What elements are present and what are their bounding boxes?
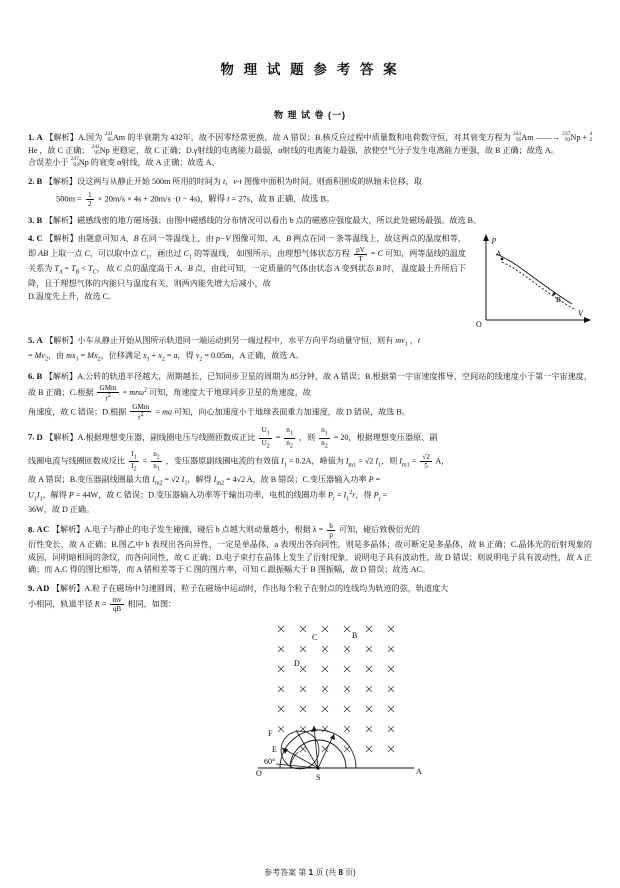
item-answer: B <box>36 175 43 186</box>
answer-item-7 <box>28 426 592 516</box>
footer-total-unit: 页) <box>345 868 356 877</box>
item-answer: A <box>36 335 44 346</box>
item5-formula: = $Mv_2$，由 $mx_1 = Mx_2$，位移满足 $x_1 + x_2 = a$，得 $v_2 = 0.05m$，A 正确，故选 A。 <box>28 351 304 363</box>
item7-l4: $U_1I_1$，解得 P = 44W，故 C 错误；D.变压器输入功率等于输出功率，电机的线圈功率 $P_r = I_1^2r$，得 $P_r$ = <box>28 489 388 502</box>
answer-item-8 <box>28 522 592 577</box>
item7-l2: 线圈电流与线圈匝数成反比 $\frac{I_1}{I_2}$ = $\frac{n_2}{n_1}$ ，变压器原副线圈电流的有效值 $I_1 = 0.2A$，峰值为 $I_{m1} = √2$ $I_1$，则 $I_{m1}$ = $\frac{√2}{5}$ A， <box>28 450 450 473</box>
footer-total-open: (共 <box>325 868 337 877</box>
item-number: 1. <box>28 132 35 142</box>
svg-text:D: D <box>294 659 300 669</box>
item-answer: A <box>36 132 44 142</box>
svg-text:S: S <box>316 773 321 783</box>
svg-text:60°: 60° <box>264 757 276 767</box>
svg-text:V: V <box>578 309 583 319</box>
item-answer: B <box>36 371 43 382</box>
answer-item-4 <box>28 232 592 329</box>
paper-label: 物 理 试 卷 (一) <box>274 110 346 120</box>
item-answer: AC <box>36 524 50 535</box>
item7-l5: 36W，故 D 正确。 <box>28 505 95 515</box>
item-answer: B <box>36 214 43 225</box>
item6-tail: 角速度，故 C 错误；D.根据 $\frac{\text{GMm}}{r^2}$ = ma 可知，向心加速度小于地球表面重力加速度，故 D 错误，故选 B。 <box>28 402 410 422</box>
svg-text:B: B <box>556 295 562 305</box>
svg-text:B: B <box>352 631 358 641</box>
svg-text:A: A <box>416 767 422 777</box>
item7-l3: 故 A 错误；B.变压器副线圈最大值 $I_{m2} = √2$ $I_1$，解得 $I_{m2} = 4√2$ A，故 B 错误；C.变压器输入功率 P = <box>28 474 381 487</box>
footer-page-unit: 页 <box>315 868 324 877</box>
formula-2: 500m = $\frac{1}{2}$ × 20m/s × 4s + 20m/s ·(t − 4s)，解得 t = 27s，故 B 正确，故选 B。 <box>56 191 335 209</box>
item8-l2: 衍性变长，故 A 正确；B.图乙中 b 表现出各向异性，一定是单晶体，a 表现出各向同性，则是多晶体；故可断定是多晶体，故 B 正确；C.晶体光的衍射现象的成因，同明暗相间的条纹，而各向同性，故 C 正确；D.电子束打在晶体上发生了衍射现象，说明电子具有波动性，故 D 错误；则说明电子具有波动性，故 A 正确；而 A.C 得的图比相等，而 A 错相差等于 C 图的图片率，可知 C 跟振幅大于 B 图振幅，故 D 错误；故选 AC。 <box>28 540 592 575</box>
magnetic-field-diagram <box>28 618 592 793</box>
item-explanation: 【解析】A.根据理想变压器，副线圈电压与线圈匝数成正比 $\frac{U_1}{U_2}$ = $\frac{n_1}{n_2}$ ，则 $\frac{n_1}{n_2}$ = 20，根据理想变压器原、副 线圈电流与线圈匝数成反比 $\frac{I_1}{I_2}$ = $\frac{n_2}{n_1}$ ，变压器原副线圈电流的有效值 $I_1 = 0.2A$，峰值为 $I_{m1} = √2$ $I_1$，则 $I_{m1}$ = $\frac{√2}{5}$ A， 故 A 错误；B.变压器副线圈最大值 $I_{m2} = √2$ $I_1$，解得 $I_{m2} = 4√2$ A，故 B 错误；C.变压器输入功率 P = $U_1I_1$，解得 P = 44W，故 C 错误；D.变压器输入功率等于输出功率，电机的线圈功率 $P_r = I_1^2r$，得 $P_r$ = 36W，故 D 正确。 <box>28 433 592 517</box>
svg-text:O: O <box>476 320 482 328</box>
nuclide-am241-b: 241 95 <box>513 131 522 144</box>
svg-text:E: E <box>272 745 277 755</box>
item-number: 9. <box>28 582 35 593</box>
item4-tail: D.温度先上升，故选 C。 <box>28 291 117 301</box>
svg-text:A: A <box>496 249 502 259</box>
item-explanation: 【解析】设这两与从静止开始 500m 所用的时间为 t，v-t 图像中面积为时间，则面积围成的纵轴未位移，取 <box>44 176 423 186</box>
nuclide-am241: 241 95 <box>104 131 113 144</box>
nuclide-he4: 4 2 <box>589 131 592 144</box>
item-number: 8. <box>28 524 35 535</box>
answer-item-2 <box>28 175 592 209</box>
page-footer <box>0 867 620 878</box>
footer-total: 8 <box>338 868 343 877</box>
item-answer: C <box>36 233 44 244</box>
svg-text:O: O <box>256 769 262 779</box>
item-explanation-cont: 合误差小于 237 93 Np 的衰变 α射线，故 A 正确；故选 A。 <box>28 156 220 169</box>
page-title: 物 理 试 题 参 考 答 案 <box>220 62 400 77</box>
item-explanation: 【解析】小车从静止开始从图所示轨道同一端运动到另一端过程中，水平方向平均动量守恒，则有 $mv_1$ ，t = $Mv_2$，由 $mx_1 = Mx_2$，位移满足 $x_1 + x_2 = a$，得 $v_2 = 0.05m$，A 正确，故选 A。 <box>28 336 592 365</box>
nuclide-np237: 237 93 <box>562 131 571 144</box>
item-number: 4. <box>28 233 35 244</box>
svg-text:p: p <box>492 235 496 245</box>
nuclide-np237-c: 237 93 <box>70 156 79 169</box>
item-explanation: 【解析】磁感线密的地方磁场强；由图中磁感线的分布情况可以看出 b 点的磁感应强度最大，所以此处磁场最强。故选 B。 <box>44 215 482 225</box>
item9-l2: 小相同，轨道半径 R = $\frac{mv}{qB}$ 相同，如图： <box>28 595 177 613</box>
answer-item-5 <box>28 334 592 365</box>
item-explanation: 【解析】由题意可知 A、B 在同一等温线上，由 p−V 图像可知，A、B 两点在同一 条等温线上，故这两点的温度相等，即 AB 上取一点 C，可以取中点 $C_1$，画出过 $C_1$ 的等温线， 如图所示，由理想气体状态方程 $\frac{pV}{T}$ = C 可知，两等温线的温度关系为 $T_A = T_B < T_C$， 故 C 点的温度高于 A、B 点，由此可知，一定质量的气体由状态 A 变到状态 B 时， 温度最上升所后下降，且于理想气体的内能只与温度有关，则两内能先增大后减小，故 D.温度先上升，故选 C。 <box>28 234 592 303</box>
nuclide-np237-b: 241 95 <box>91 143 100 156</box>
answer-item-9 <box>28 582 592 613</box>
footer-label: 参考答案 <box>264 868 297 877</box>
answer-item-6 <box>28 370 592 421</box>
item-answer: AD <box>36 582 50 593</box>
svg-text:F: F <box>268 729 273 739</box>
answers-content <box>28 131 592 793</box>
item-number: 6. <box>28 371 35 382</box>
answer-item-1 <box>28 131 592 170</box>
footer-page-label: 第 <box>298 868 307 877</box>
item-explanation: 【解析】A.国为 241 95 Am 的半衰期为 432年，故不因零经常更换，故 A 错误；B.核反应过程中质量数和电荷数守恒，对其衰变方程为 241 95 Am ——→ 237 93 Np + 4 2 He ，故 C 正确； 241 95 Np 更稳定，故 C 正确；D.γ射线的电离能力最弱，α射线的电离能力最强，放使空气分子发生电离能力更强，故 B 正确；故选 A。 <box>28 131 592 156</box>
item-number: 7. <box>28 432 35 443</box>
item-number: 3. <box>28 214 35 225</box>
item-explanation: 【解析】A.电子与静止的电子发生碰撞，碰后 b 点越大则动量越小，根据 λ = $\frac{h}{p}$ 可知，碰后致极衍光的 衍性变长，故 A 正确；B.图乙中 b 表现出各向异性，一定是单晶体，a 表现出各向同性，则是多晶体；故可断定是多晶体，故 B 正确；C.晶体光的衍射现象的成因，同明暗相间的条纹，而各向同性，故 C 正确；D.电子束打在晶体上发生了衍射现象，说明电子具有波动性，故 D 错误；则说明电子具有波动性，故 A 正确；而 A.C 得的图比相等，而 A 错相差等于 C 图的图片率，可知 C 跟振幅大于 B 图振幅，故 D 错误；故选 AC。 <box>28 525 592 577</box>
item-answer: D <box>36 432 44 443</box>
item-number: 2. <box>28 175 35 186</box>
item-number: 5. <box>28 335 35 346</box>
pv-diagram <box>472 232 592 327</box>
svg-text:C: C <box>312 633 318 643</box>
answer-item-3 <box>28 214 592 228</box>
footer-page-number: 1 <box>308 868 314 877</box>
item-explanation: 【解析】A.粒子在磁场中匀速圆周，粒子在磁场中运动时，作出每个粒子在射点的连线均为轨迹的弦，轨道度大 小相同，轨道半径 R = $\frac{mv}{qB}$ 相同，如图： <box>28 584 592 613</box>
item-explanation: 【解析】A.公转的轨道半径越大，周期越长，已知同步卫星的周期为 85分钟，故 A 错误；B.根据第一宇宙速度推导，空间站的线速度小于第一宇宙速度，故 B 正确；C.根据 $\frac{\text{GMm}}{r^2}$ = mrω$^2$ 可知，角速度大于地球同步卫星的角速度，故 角速度，故 C 错误；D.根据 $\frac{\text{GMm}}{r^2}$ = ma 可知，向心加速度小于地球表面重力加速度，故 D 错误，故选 B。 <box>28 372 592 422</box>
